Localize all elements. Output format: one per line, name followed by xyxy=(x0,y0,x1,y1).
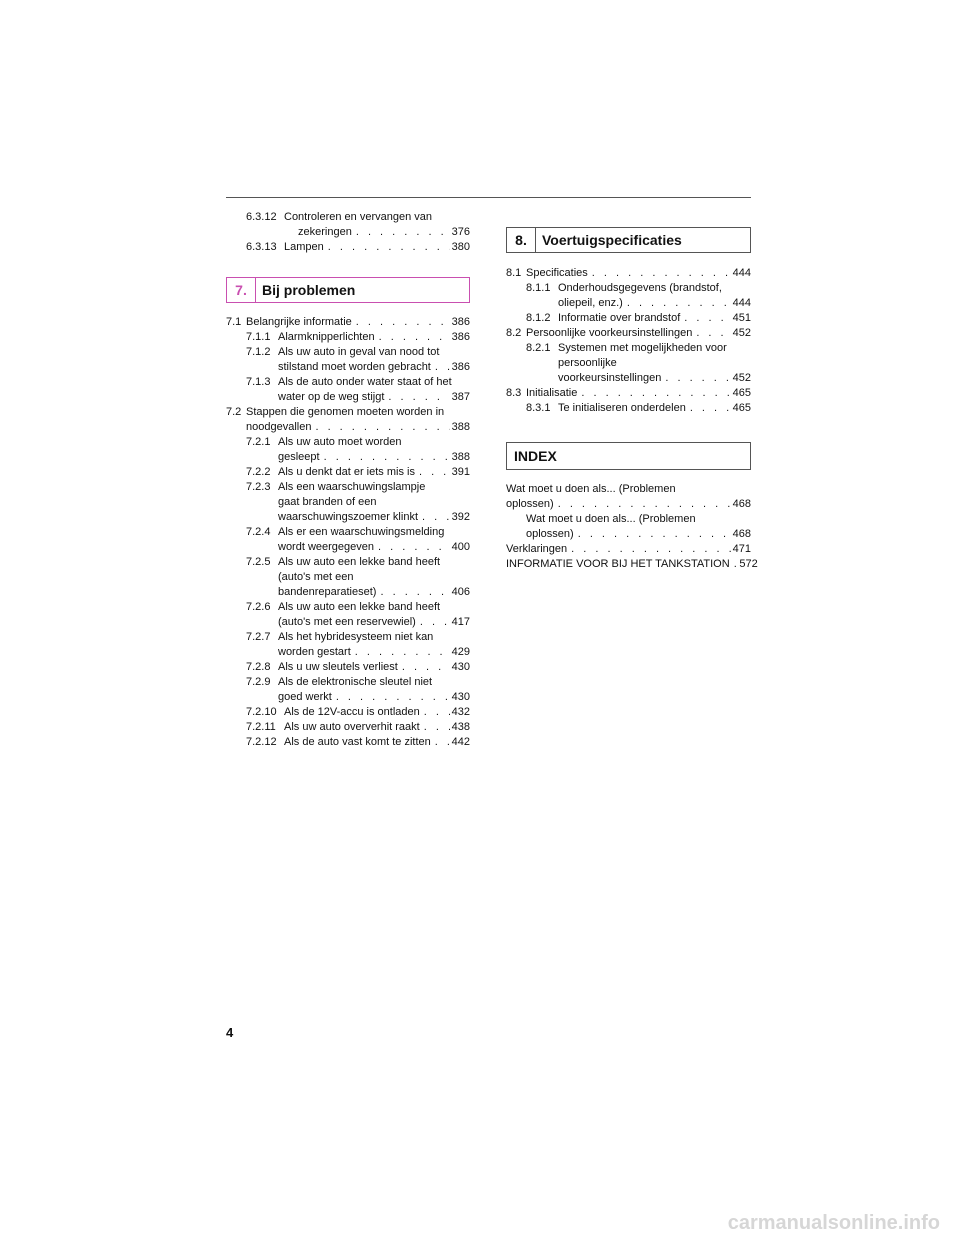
toc-entry-page: 386 xyxy=(451,331,470,343)
toc-entry-title: INFORMATIE VOOR BIJ HET TANKSTATION xyxy=(506,558,730,570)
toc-entry-title: bandenreparatieset) xyxy=(278,586,377,598)
toc-entry-title: Belangrijke informatie xyxy=(246,316,352,328)
dot-leader xyxy=(661,371,731,386)
toc-entry-number: 8.1.1 xyxy=(526,282,551,294)
toc-entry-title: oliepeil, enz.) xyxy=(558,297,623,309)
toc-entry-page: 451 xyxy=(732,312,751,324)
toc-entry-title: zekeringen xyxy=(298,226,352,238)
dot-leader xyxy=(324,240,450,255)
toc-entry-title: (auto's met een xyxy=(278,571,354,583)
toc-entry[interactable] xyxy=(226,630,470,660)
dot-leader xyxy=(416,615,450,630)
toc-entry[interactable] xyxy=(506,482,751,512)
toc-entry-title: stilstand moet worden gebracht xyxy=(278,361,431,373)
toc-entry-page: 429 xyxy=(451,646,470,658)
toc-entry-page: 432 xyxy=(451,706,470,718)
toc-entry-title: Specificaties xyxy=(526,267,588,279)
dot-leader xyxy=(398,660,450,675)
toc-entry-number: 8.1.2 xyxy=(526,312,551,324)
toc-entry-page: 452 xyxy=(732,327,751,339)
toc-entry-page: 417 xyxy=(451,616,470,628)
dot-leader xyxy=(623,296,731,311)
toc-entry-number: 8.2.1 xyxy=(526,342,551,354)
dot-leader xyxy=(352,315,450,330)
toc-entry-number: 7.2.5 xyxy=(246,556,271,568)
toc-entry-title: Als uw auto moet worden xyxy=(278,436,402,448)
toc-entry[interactable] xyxy=(506,542,751,557)
toc-entry-title: Persoonlijke voorkeursinstellingen xyxy=(526,327,693,339)
dot-leader xyxy=(431,735,450,750)
toc-entry-page: 468 xyxy=(732,528,751,540)
toc-entry[interactable] xyxy=(226,210,470,240)
toc-entry[interactable] xyxy=(506,512,751,542)
dot-leader xyxy=(554,497,731,512)
toc-entry-title: goed werkt xyxy=(278,691,332,703)
dot-leader xyxy=(680,311,731,326)
toc-entry[interactable] xyxy=(226,720,470,735)
dot-leader xyxy=(320,450,450,465)
watermark: carmanualsonline.info xyxy=(727,1212,940,1234)
toc-entry-page: 430 xyxy=(451,661,470,673)
toc-entry-title: voorkeursinstellingen xyxy=(558,372,662,384)
toc-entry[interactable] xyxy=(226,240,470,255)
toc-entry-page: 380 xyxy=(451,241,470,253)
toc-entry-title: gaat branden of een xyxy=(278,496,377,508)
toc-entry-title: Als uw auto een lekke band heeft xyxy=(278,556,441,568)
toc-entry-page: 400 xyxy=(451,541,470,553)
toc-entry-page: 444 xyxy=(732,297,751,309)
top-rule xyxy=(226,197,751,198)
dot-leader xyxy=(574,527,731,542)
dot-leader xyxy=(376,585,450,600)
toc-entry-page: 386 xyxy=(451,361,470,373)
toc-entry[interactable] xyxy=(226,735,470,750)
toc-entry-title: Onderhoudsgegevens (brandstof, xyxy=(558,282,722,294)
toc-entry[interactable] xyxy=(506,557,758,572)
toc-entry-page: 387 xyxy=(451,391,470,403)
toc-entry[interactable] xyxy=(226,675,470,705)
dot-leader xyxy=(332,690,450,705)
toc-entry-number: 7.2.11 xyxy=(246,721,276,733)
toc-entry-title: Initialisatie xyxy=(526,387,578,399)
toc-entry[interactable] xyxy=(226,435,470,465)
toc-entry-title: Systemen met mogelijkheden voor xyxy=(558,342,727,354)
toc-entry-number: 7.2.4 xyxy=(246,526,271,538)
toc-entry-number: 7.1.3 xyxy=(246,376,271,388)
dot-leader xyxy=(588,266,731,281)
toc-entry-page: 430 xyxy=(451,691,470,703)
toc-entry[interactable] xyxy=(506,341,751,386)
toc-entry-title: worden gestart xyxy=(278,646,351,658)
dot-leader xyxy=(420,705,450,720)
dot-leader xyxy=(730,557,738,572)
toc-entry-number: 7.2.9 xyxy=(246,676,271,688)
section-8-header[interactable] xyxy=(506,227,751,253)
toc-entry-number: 7.2.1 xyxy=(246,436,271,448)
dot-leader xyxy=(374,540,450,555)
toc-entry-number: 7.1.1 xyxy=(246,331,271,343)
section-7-header[interactable] xyxy=(226,277,470,303)
toc-entry-title: Controleren en vervangen van xyxy=(284,211,432,223)
toc-entry-number: 7.2.8 xyxy=(246,661,271,673)
toc-entry-title: oplossen) xyxy=(506,498,554,510)
toc-entry-number: 7.2 xyxy=(226,406,242,418)
toc-entry-title: Alarmknipperlichten xyxy=(278,331,375,343)
toc-entry-page: 465 xyxy=(732,402,751,414)
toc-entry[interactable] xyxy=(226,705,470,720)
toc-entry-number: 7.2.7 xyxy=(246,631,271,643)
section-8-number: 8. xyxy=(515,232,527,248)
dot-leader xyxy=(375,330,450,345)
dot-leader xyxy=(692,326,731,341)
toc-entry-title: Als de elektronische sleutel niet xyxy=(278,676,433,688)
toc-entry[interactable] xyxy=(226,315,470,330)
toc-entry-title: oplossen) xyxy=(526,528,574,540)
toc-entry-title: (auto's met een reservewiel) xyxy=(278,616,416,628)
dot-leader xyxy=(420,720,450,735)
toc-entry[interactable] xyxy=(226,330,470,345)
toc-entry-page: 468 xyxy=(732,498,751,510)
toc-entry-number: 8.3.1 xyxy=(526,402,551,414)
section-7-number: 7. xyxy=(235,282,247,298)
dot-leader xyxy=(431,360,450,375)
toc-entry-number: 7.2.6 xyxy=(246,601,271,613)
toc-entry[interactable] xyxy=(226,660,470,675)
toc-entry-title: Als een waarschuwingslampje xyxy=(278,481,426,493)
dot-leader xyxy=(351,645,450,660)
toc-entry[interactable] xyxy=(226,375,470,405)
toc-entry[interactable] xyxy=(506,386,751,401)
toc-entry-title: Verklaringen xyxy=(506,543,568,555)
toc-entry-number: 8.2 xyxy=(506,327,522,339)
toc-entry-title: Wat moet u doen als... (Problemen xyxy=(506,483,676,495)
toc-entry-title: waarschuwingszoemer klinkt xyxy=(278,511,418,523)
toc-entry-title: gesleept xyxy=(278,451,320,463)
toc-entry-page: 444 xyxy=(732,267,751,279)
toc-entry-title: Als u denkt dat er iets mis is xyxy=(278,466,415,478)
dot-leader xyxy=(415,465,450,480)
toc-entry-title: Als uw auto een lekke band heeft xyxy=(278,601,441,613)
section-8-title: Voertuigspecificaties xyxy=(542,232,682,248)
toc-index-entries xyxy=(506,482,758,572)
toc-entry[interactable] xyxy=(226,480,470,525)
toc-left-entries xyxy=(226,315,470,750)
toc-entry-title: Als het hybridesysteem niet kan xyxy=(278,631,434,643)
toc-entry-title: noodgevallen xyxy=(246,421,312,433)
toc-entry-number: 7.1.2 xyxy=(246,346,271,358)
toc-entry-title: Als er een waarschuwingsmelding xyxy=(278,526,445,538)
toc-entry-page: 386 xyxy=(451,316,470,328)
toc-entry-title: Wat moet u doen als... (Problemen xyxy=(526,513,696,525)
toc-entry[interactable] xyxy=(226,345,470,375)
toc-entry[interactable] xyxy=(506,401,751,416)
toc-entry-page: 465 xyxy=(732,387,751,399)
toc-entry-title: Stappen die genomen moeten worden in xyxy=(246,406,445,418)
toc-entry-title: Als u uw sleutels verliest xyxy=(278,661,398,673)
toc-entry-title: Als uw auto oververhit raakt xyxy=(284,721,420,733)
toc-entry[interactable] xyxy=(226,555,470,600)
toc-entry-page: 388 xyxy=(451,451,470,463)
toc-entry[interactable] xyxy=(506,266,751,281)
toc-entry-page: 438 xyxy=(451,721,470,733)
toc-entry-page: 572 xyxy=(739,558,758,570)
toc-entry[interactable] xyxy=(226,600,470,630)
toc-entry-title: Als uw auto in geval van nood tot xyxy=(278,346,440,358)
toc-entry-page: 392 xyxy=(451,511,470,523)
toc-entry-title: Als de auto onder water staat of het xyxy=(278,376,452,388)
toc-entry-page: 471 xyxy=(732,543,751,555)
toc-right-entries xyxy=(506,266,751,416)
dot-leader xyxy=(577,386,731,401)
toc-entry[interactable] xyxy=(506,326,751,341)
toc-entry-title: Als de 12V-accu is ontladen xyxy=(284,706,420,718)
toc-entry[interactable] xyxy=(226,405,470,435)
toc-entry-page: 442 xyxy=(451,736,470,748)
toc-entry-title: Informatie over brandstof xyxy=(558,312,681,324)
dot-leader xyxy=(418,510,450,525)
dot-leader xyxy=(384,390,450,405)
toc-entry-title: Te initialiseren onderdelen xyxy=(558,402,686,414)
toc-entry-number: 6.3.12 xyxy=(246,211,277,223)
toc-entry-page: 376 xyxy=(451,226,470,238)
dot-leader xyxy=(352,225,450,240)
toc-entry-title: water op de weg stijgt xyxy=(278,391,385,403)
dot-leader xyxy=(567,542,731,557)
toc-entry[interactable] xyxy=(226,465,470,480)
toc-entry-title: persoonlijke xyxy=(558,357,617,369)
toc-entry-number: 7.2.2 xyxy=(246,466,271,478)
toc-entry-page: 391 xyxy=(451,466,470,478)
toc-entry-page: 406 xyxy=(451,586,470,598)
toc-entry-number: 7.1 xyxy=(226,316,242,328)
toc-entry-title: Als de auto vast komt te zitten xyxy=(284,736,431,748)
toc-left-top xyxy=(226,210,470,255)
toc-entry-number: 8.1 xyxy=(506,267,522,279)
toc-entry-number: 6.3.13 xyxy=(246,241,277,253)
toc-entry-number: 8.3 xyxy=(506,387,522,399)
toc-entry[interactable] xyxy=(506,281,751,311)
toc-entry-page: 452 xyxy=(732,372,751,384)
toc-entry[interactable] xyxy=(506,311,751,326)
dot-leader xyxy=(311,420,450,435)
toc-entry-number: 7.2.12 xyxy=(246,736,277,748)
toc-entry-title: wordt weergegeven xyxy=(278,541,375,553)
section-7-title: Bij problemen xyxy=(262,282,356,298)
toc-entry-page: 388 xyxy=(451,421,470,433)
toc-entry-title: Lampen xyxy=(284,241,324,253)
toc-entry-number: 7.2.3 xyxy=(246,481,271,493)
page-number: 4 xyxy=(226,1025,234,1040)
index-header[interactable]: INDEX xyxy=(506,442,751,470)
toc-entry-number: 7.2.10 xyxy=(246,706,277,718)
toc-entry[interactable] xyxy=(226,525,470,555)
dot-leader xyxy=(686,401,731,416)
